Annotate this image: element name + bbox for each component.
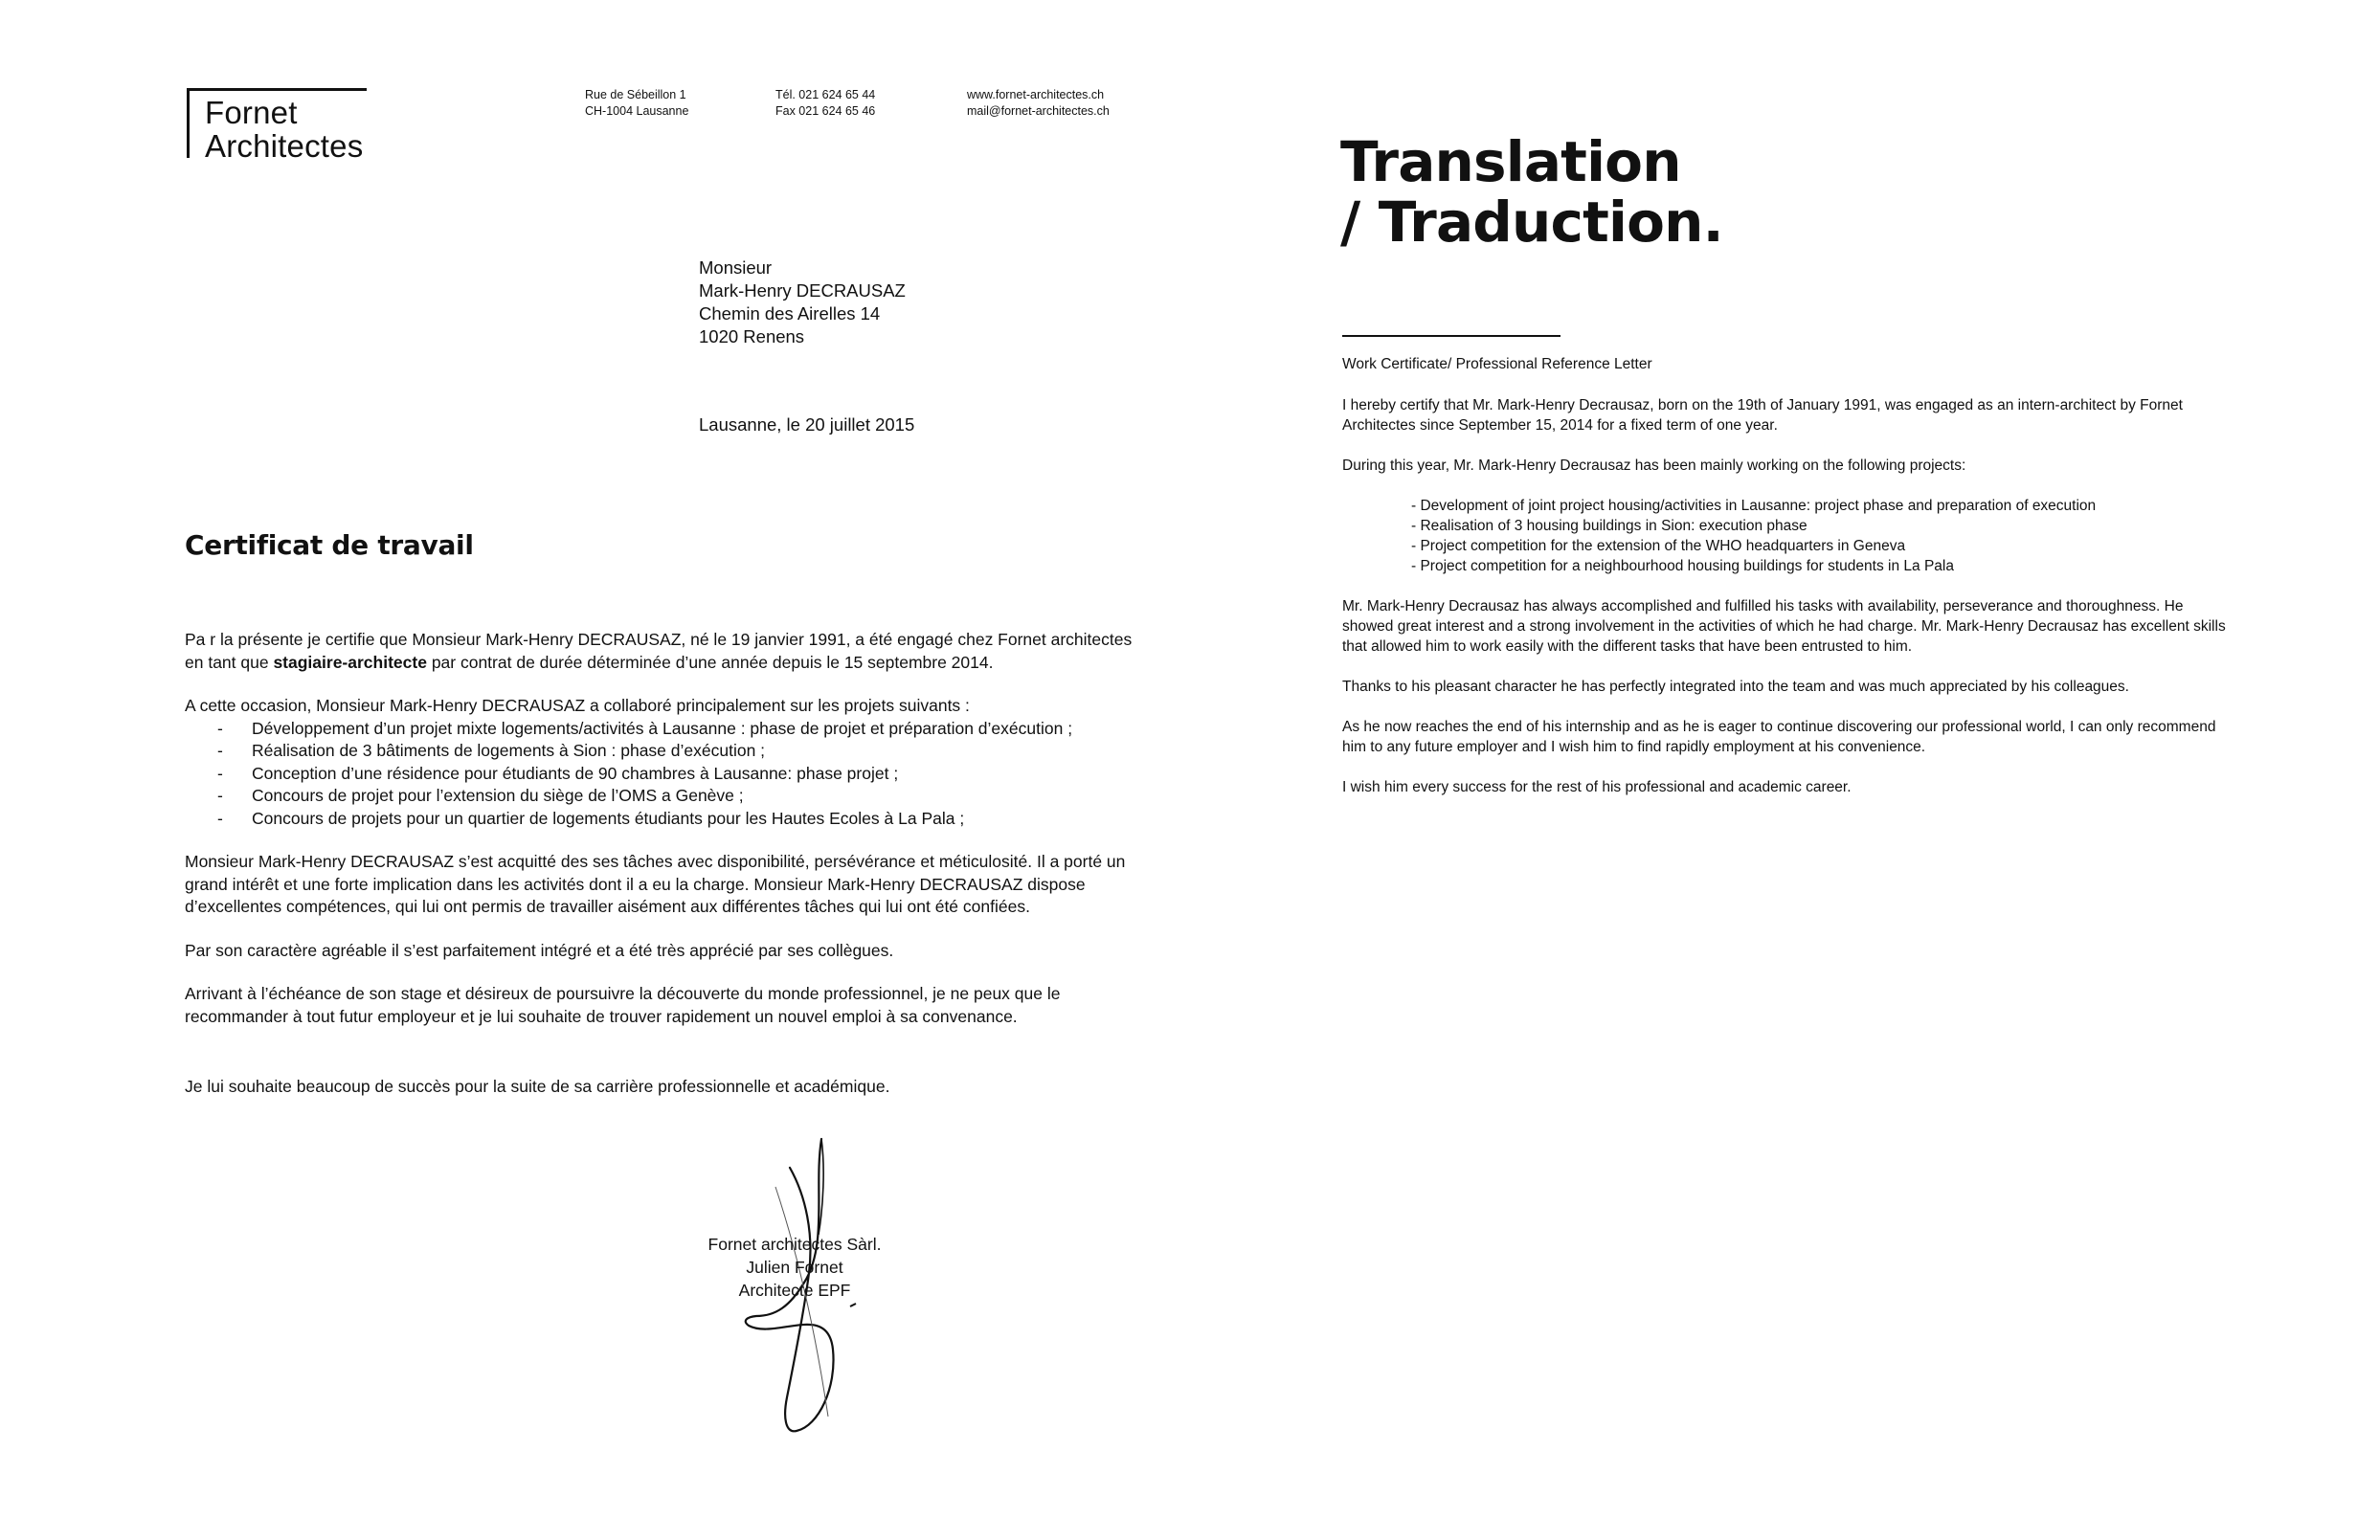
fr-closing-wish: Je lui souhaite beaucoup de succès pour la suite de sa carrière professionnelle et académique. bbox=[185, 1077, 890, 1096]
translation-title bbox=[1340, 129, 1723, 255]
en-paragraph-2: During this year, Mr. Mark-Henry Decrausaz has been mainly working on the following projects: bbox=[1342, 458, 1966, 474]
header-phone bbox=[775, 87, 875, 120]
list-item: - Realisation of 3 housing buildings in Sion: execution phase bbox=[1411, 518, 1807, 534]
en-paragraph-5: As he now reaches the end of his internship and as he is eager to continue discovering our professional world, I can only recommend him to any future employer and I wish him to find rapidly employment at his convenience. bbox=[1342, 719, 2216, 755]
logo-line-1: Fornet bbox=[205, 95, 298, 130]
en-paragraph-4: Thanks to his pleasant character he has perfectly integrated into the team and was much appreciated by his colleagues. bbox=[1342, 679, 2129, 695]
list-item: - Conception d’une résidence pour étudiants de 90 chambres à Lausanne: phase projet ; bbox=[217, 763, 899, 783]
en-project-list bbox=[1342, 496, 2233, 576]
recipient-address bbox=[699, 257, 906, 348]
translation-subtitle: Work Certificate/ Professional Reference Letter bbox=[1342, 356, 1652, 372]
english-letter-body bbox=[1342, 395, 2233, 817]
recipient-line: Monsieur bbox=[699, 257, 773, 278]
company-logo bbox=[205, 96, 363, 163]
signatory-name: Julien Fornet bbox=[746, 1258, 843, 1277]
title-divider bbox=[1342, 335, 1560, 337]
job-title: stagiaire-architecte bbox=[273, 652, 427, 672]
fr-paragraph-5: Arrivant à l’échéance de son stage et désireux de poursuivre la découverte du monde professionnel, je ne peux que le recommander à tout futur employeur et je lui souhaite de trouver rapidement un nouvel emploi à sa convenance. bbox=[185, 984, 1061, 1026]
fax-number: Fax 021 624 65 46 bbox=[775, 104, 876, 118]
list-item: - Development of joint project housing/activities in Lausanne: project phase and preparation of execution bbox=[1411, 498, 2097, 514]
fr-paragraph-1: Pa r la présente je certifie que Monsieur Mark-Henry DECRAUSAZ, né le 19 janvier 1991, a été engagé chez Fornet architectes en tant que stagiaire-architecte par contrat de durée déterminée d’une année depuis le 15 septembre 2014. bbox=[185, 630, 1133, 672]
list-item: - Concours de projets pour un quartier de logements étudiants pour les Hautes Ecoles à La Pala ; bbox=[217, 808, 965, 828]
address-line-1: Rue de Sébeillon 1 bbox=[585, 88, 686, 101]
address-line-2: CH-1004 Lausanne bbox=[585, 104, 689, 118]
signatory-title: Architecte EPF bbox=[738, 1281, 851, 1300]
fr-paragraph-3: Monsieur Mark-Henry DECRAUSAZ s’est acquitté des ses tâches avec disponibilité, persévérance et méticulosité. Il a porté un grand intérêt et une forte implication dans les activités dont il a eu la charge. Monsieur Mark-Henry DECRAUSAZ dispose d’excellentes compétences, qui lui ont permis de travailler aisément aux différentes tâches qui lui ont été confiées. bbox=[185, 852, 1126, 916]
fr-project-list bbox=[185, 718, 1152, 831]
email-link[interactable]: mail@fornet-architectes.ch bbox=[967, 104, 1110, 118]
en-paragraph-1: I hereby certify that Mr. Mark-Henry Decrausaz, born on the 19th of January 1991, was engaged as an intern-architect by Fornet Architectes since September 15, 2014 for a fixed term of one year. bbox=[1342, 397, 2183, 434]
logo-rule-top bbox=[187, 88, 367, 91]
recipient-line: Chemin des Airelles 14 bbox=[699, 303, 881, 324]
website-link[interactable]: www.fornet-architectes.ch bbox=[967, 88, 1105, 101]
header-contact bbox=[967, 87, 1110, 120]
logo-line-2: Architectes bbox=[205, 128, 364, 164]
certificate-title: Certificat de travail bbox=[185, 529, 474, 561]
en-paragraph-6: I wish him every success for the rest of his professional and academic career. bbox=[1342, 779, 1852, 795]
recipient-line: 1020 Renens bbox=[699, 326, 805, 346]
list-item: - Réalisation de 3 bâtiments de logements à Sion : phase d’exécution ; bbox=[217, 741, 766, 760]
phone-number: Tél. 021 624 65 44 bbox=[775, 88, 876, 101]
signatory-block bbox=[670, 1233, 919, 1302]
header-address bbox=[585, 87, 688, 120]
list-item: - Project competition for a neighbourhood housing buildings for students in La Pala bbox=[1411, 558, 1954, 574]
translation-title-line-1: Translation bbox=[1340, 129, 1681, 194]
fr-paragraph-4: Par son caractère agréable il s’est parfaitement intégré et a été très apprécié par ses collègues. bbox=[185, 940, 894, 960]
list-item: - Développement d’un projet mixte logements/activités à Lausanne : phase de projet et préparation d’exécution ; bbox=[217, 718, 1073, 738]
letter-date: Lausanne, le 20 juillet 2015 bbox=[699, 414, 915, 435]
translation-title-line-2: / Traduction. bbox=[1340, 190, 1723, 255]
en-paragraph-3: Mr. Mark-Henry Decrausaz has always accomplished and fulfilled his tasks with availability, perseverance and thoroughness. He showed great interest and a strong involvement in the activities of which he had charge. Mr. Mark-Henry Decrausaz has excellent skills that allowed him to work easily with the different tasks that have been entrusted to him. bbox=[1342, 598, 2226, 655]
french-letter-body bbox=[185, 629, 1152, 1049]
fr-project-intro: A cette occasion, Monsieur Mark-Henry DECRAUSAZ a collaboré principalement sur les projets suivants : bbox=[185, 696, 970, 715]
list-item: - Concours de projet pour l’extension du siège de l’OMS a Genève ; bbox=[217, 786, 744, 805]
logo-rule-left bbox=[187, 91, 190, 158]
signatory-company: Fornet architectes Sàrl. bbox=[707, 1235, 882, 1254]
list-item: - Project competition for the extension of the WHO headquarters in Geneva bbox=[1411, 538, 1906, 554]
recipient-line: Mark-Henry DECRAUSAZ bbox=[699, 280, 906, 301]
